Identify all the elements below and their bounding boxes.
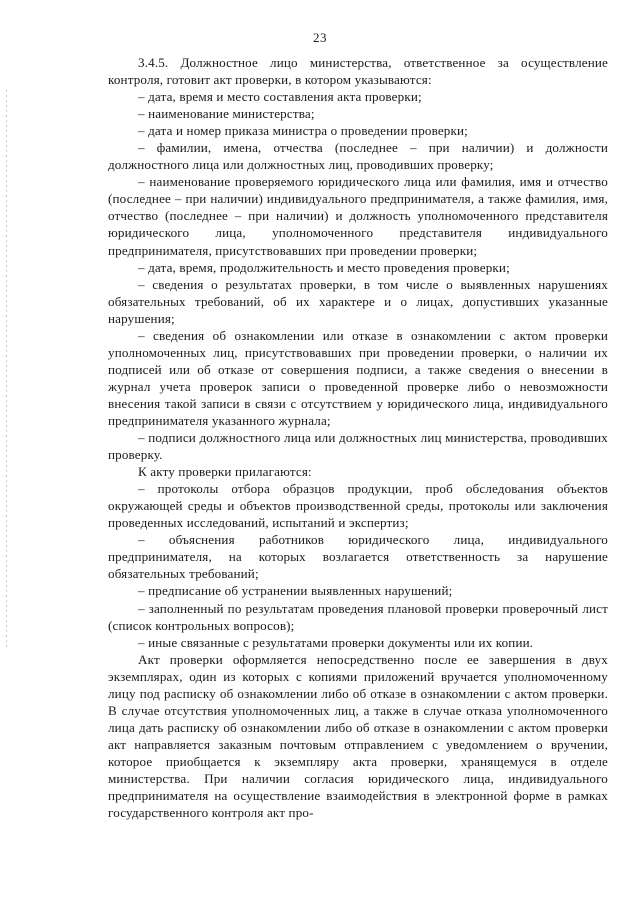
scan-edge-artifact [6,90,7,650]
list-item: – дата и номер приказа министра о проведении проверки; [138,123,468,139]
paragraph-act-procedure: Акт проверки оформляется непосредственно после ее завершения в двух экземплярах, один из которых с копиями приложений вручается уполномоченному лицу под расписку об ознакомлении либо об отказе в ознакомлении с актом проверки. В случае отсутствия уполномоченных лиц, а также в случае отказа уполномоченного лица дать расписку об ознакомлении либо об отказе в ознакомлении с актом проверки акт направляется заказным почтовым отправлением с уведомлением о вручении, которое приобщается к экземпляру акта проверки, хранящемуся в отделе министерства. При наличии согласия юридического лица, индивидуального предпринимателя на осуществление взаимодействия в электронной форме в рамках государственного контроля акт про- [108,651,608,821]
list-item: – объяснения работников юридического лица, индивидуального предпринимателя, на которых возлагается ответственность за нарушение обязательных требований; [108,532,608,582]
list-item: – фамилии, имена, отчества (последнее – при наличии) и должности должностного лица или должностных лиц, проводивших проверку; [108,140,608,173]
document-body [108,54,608,821]
list-item: – дата, время, продолжительность и место проведения проверки; [138,259,510,275]
list-item: – наименование проверяемого юридического лица или фамилия, имя и отчество (последнее – при наличии) индивидуального предпринимателя, а также фамилия, имя, отчество (последнее – при наличии) и должность уполномоченного представителя юридического лица, уполномоченного представителя индивидуального предпринимателя, присутствовавших при проведении проверки; [108,174,608,258]
paragraph-intro: 3.4.5. Должностное лицо министерства, ответственное за осуществление контроля, готовит акт проверки, в котором указываются: [108,55,608,88]
list-item: – подписи должностного лица или должностных лиц министерства, проводивших проверку. [108,430,608,463]
list-item: – протоколы отбора образцов продукции, проб обследования объектов окружающей среды и объектов производственной среды, протоколы или заключения проведенных исследований, испытаний и экспертиз; [108,481,608,531]
list-item: – наименование министерства; [138,106,315,122]
paragraph-attachments-heading: К акту проверки прилагаются: [138,464,312,480]
list-item: – сведения о результатах проверки, в том числе о выявленных нарушениях обязательных требований, об их характере и о лицах, допустивших указанные нарушения; [108,276,608,326]
list-item: – предписание об устранении выявленных нарушений; [138,583,453,599]
list-item: – заполненный по результатам проведения плановой проверки проверочный лист (список контрольных вопросов); [108,600,608,633]
list-item: – дата, время и место составления акта проверки; [138,89,422,105]
page-number: 23 [313,30,327,45]
list-item: – иные связанные с результатами проверки документы или их копии. [138,634,534,650]
list-item: – сведения об ознакомлении или отказе в ознакомлении с актом проверки уполномоченных лиц, присутствовавших при проведении проверки, о наличии их подписей или об отказе от совершения подписи, а также сведения о внесении в журнал учета проверок записи о проведенной проверке либо о невозможности внесения такой записи в связи с отсутствием у юридического лица, индивидуального предпринимателя указанного журнала; [108,327,608,428]
